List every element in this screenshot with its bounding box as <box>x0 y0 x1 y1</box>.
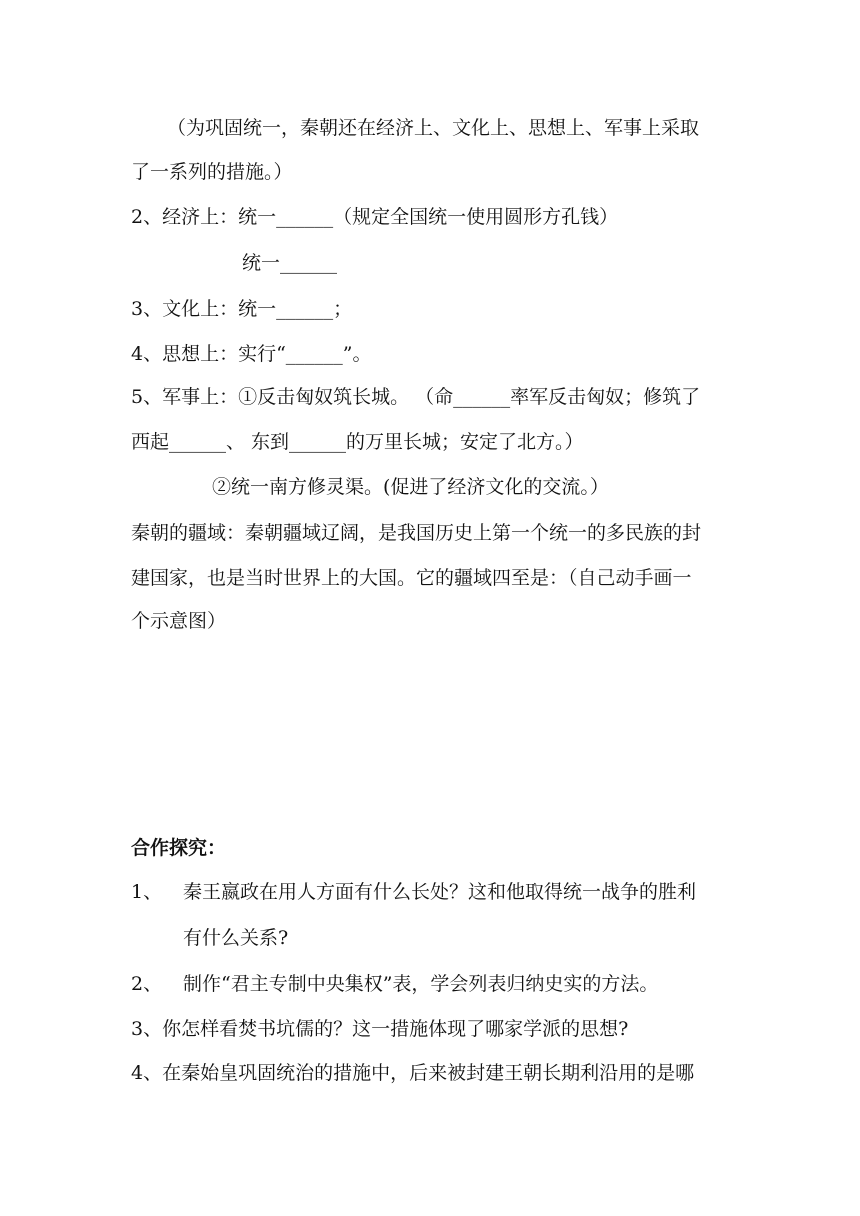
question-2-text: 制作“君主专制中央集权”表，学会列表归纳史实的方法。 <box>183 973 659 995</box>
economy-line: 2、经济上：统一______（规定全国统一使用圆形方孔钱） <box>131 206 619 228</box>
question-2-number: 2、 <box>131 973 163 995</box>
lingqu-line: ②统一南方修灵渠。(促进了经济文化的交流。） <box>212 476 609 498</box>
territory-line-3: 个示意图） <box>131 610 227 632</box>
intro-line-2: 了一系列的措施。） <box>131 161 293 183</box>
military-line-2: 西起______、 东到______的万里长城；安定了北方。） <box>131 431 584 453</box>
question-3-text: 3、你怎样看焚书坑儒的？这一措施体现了哪家学派的思想? <box>131 1018 629 1040</box>
intro-line-1: （为巩固统一，秦朝还在经济上、文化上、思想上、军事上采取 <box>167 117 700 139</box>
question-4-text: 4、在秦始皇巩固统治的措施中，后来被封建王朝长期利沿用的是哪 <box>131 1062 695 1084</box>
territory-line-2: 建国家，也是当时世界上的大国。它的疆域四至是：（自己动手画一 <box>131 567 692 589</box>
question-1-text: 秦王嬴政在用人方面有什么长处？这和他取得统一战争的胜利 <box>183 881 697 903</box>
culture-line: 3、文化上：统一______； <box>131 298 353 320</box>
economy-subline: 统一______ <box>242 252 338 274</box>
question-1-continued: 有什么关系? <box>183 927 289 949</box>
section-title: 合作探究： <box>131 837 227 859</box>
territory-line-1: 秦朝的疆域：秦朝疆域辽阔，是我国历史上第一个统一的多民族的封 <box>131 522 702 544</box>
military-line: 5、军事上：①反击匈奴筑长城。 （命______率军反击匈奴；修筑了 <box>131 386 701 408</box>
question-1-number: 1、 <box>131 881 163 903</box>
thought-line: 4、思想上：实行“______”。 <box>131 343 372 365</box>
